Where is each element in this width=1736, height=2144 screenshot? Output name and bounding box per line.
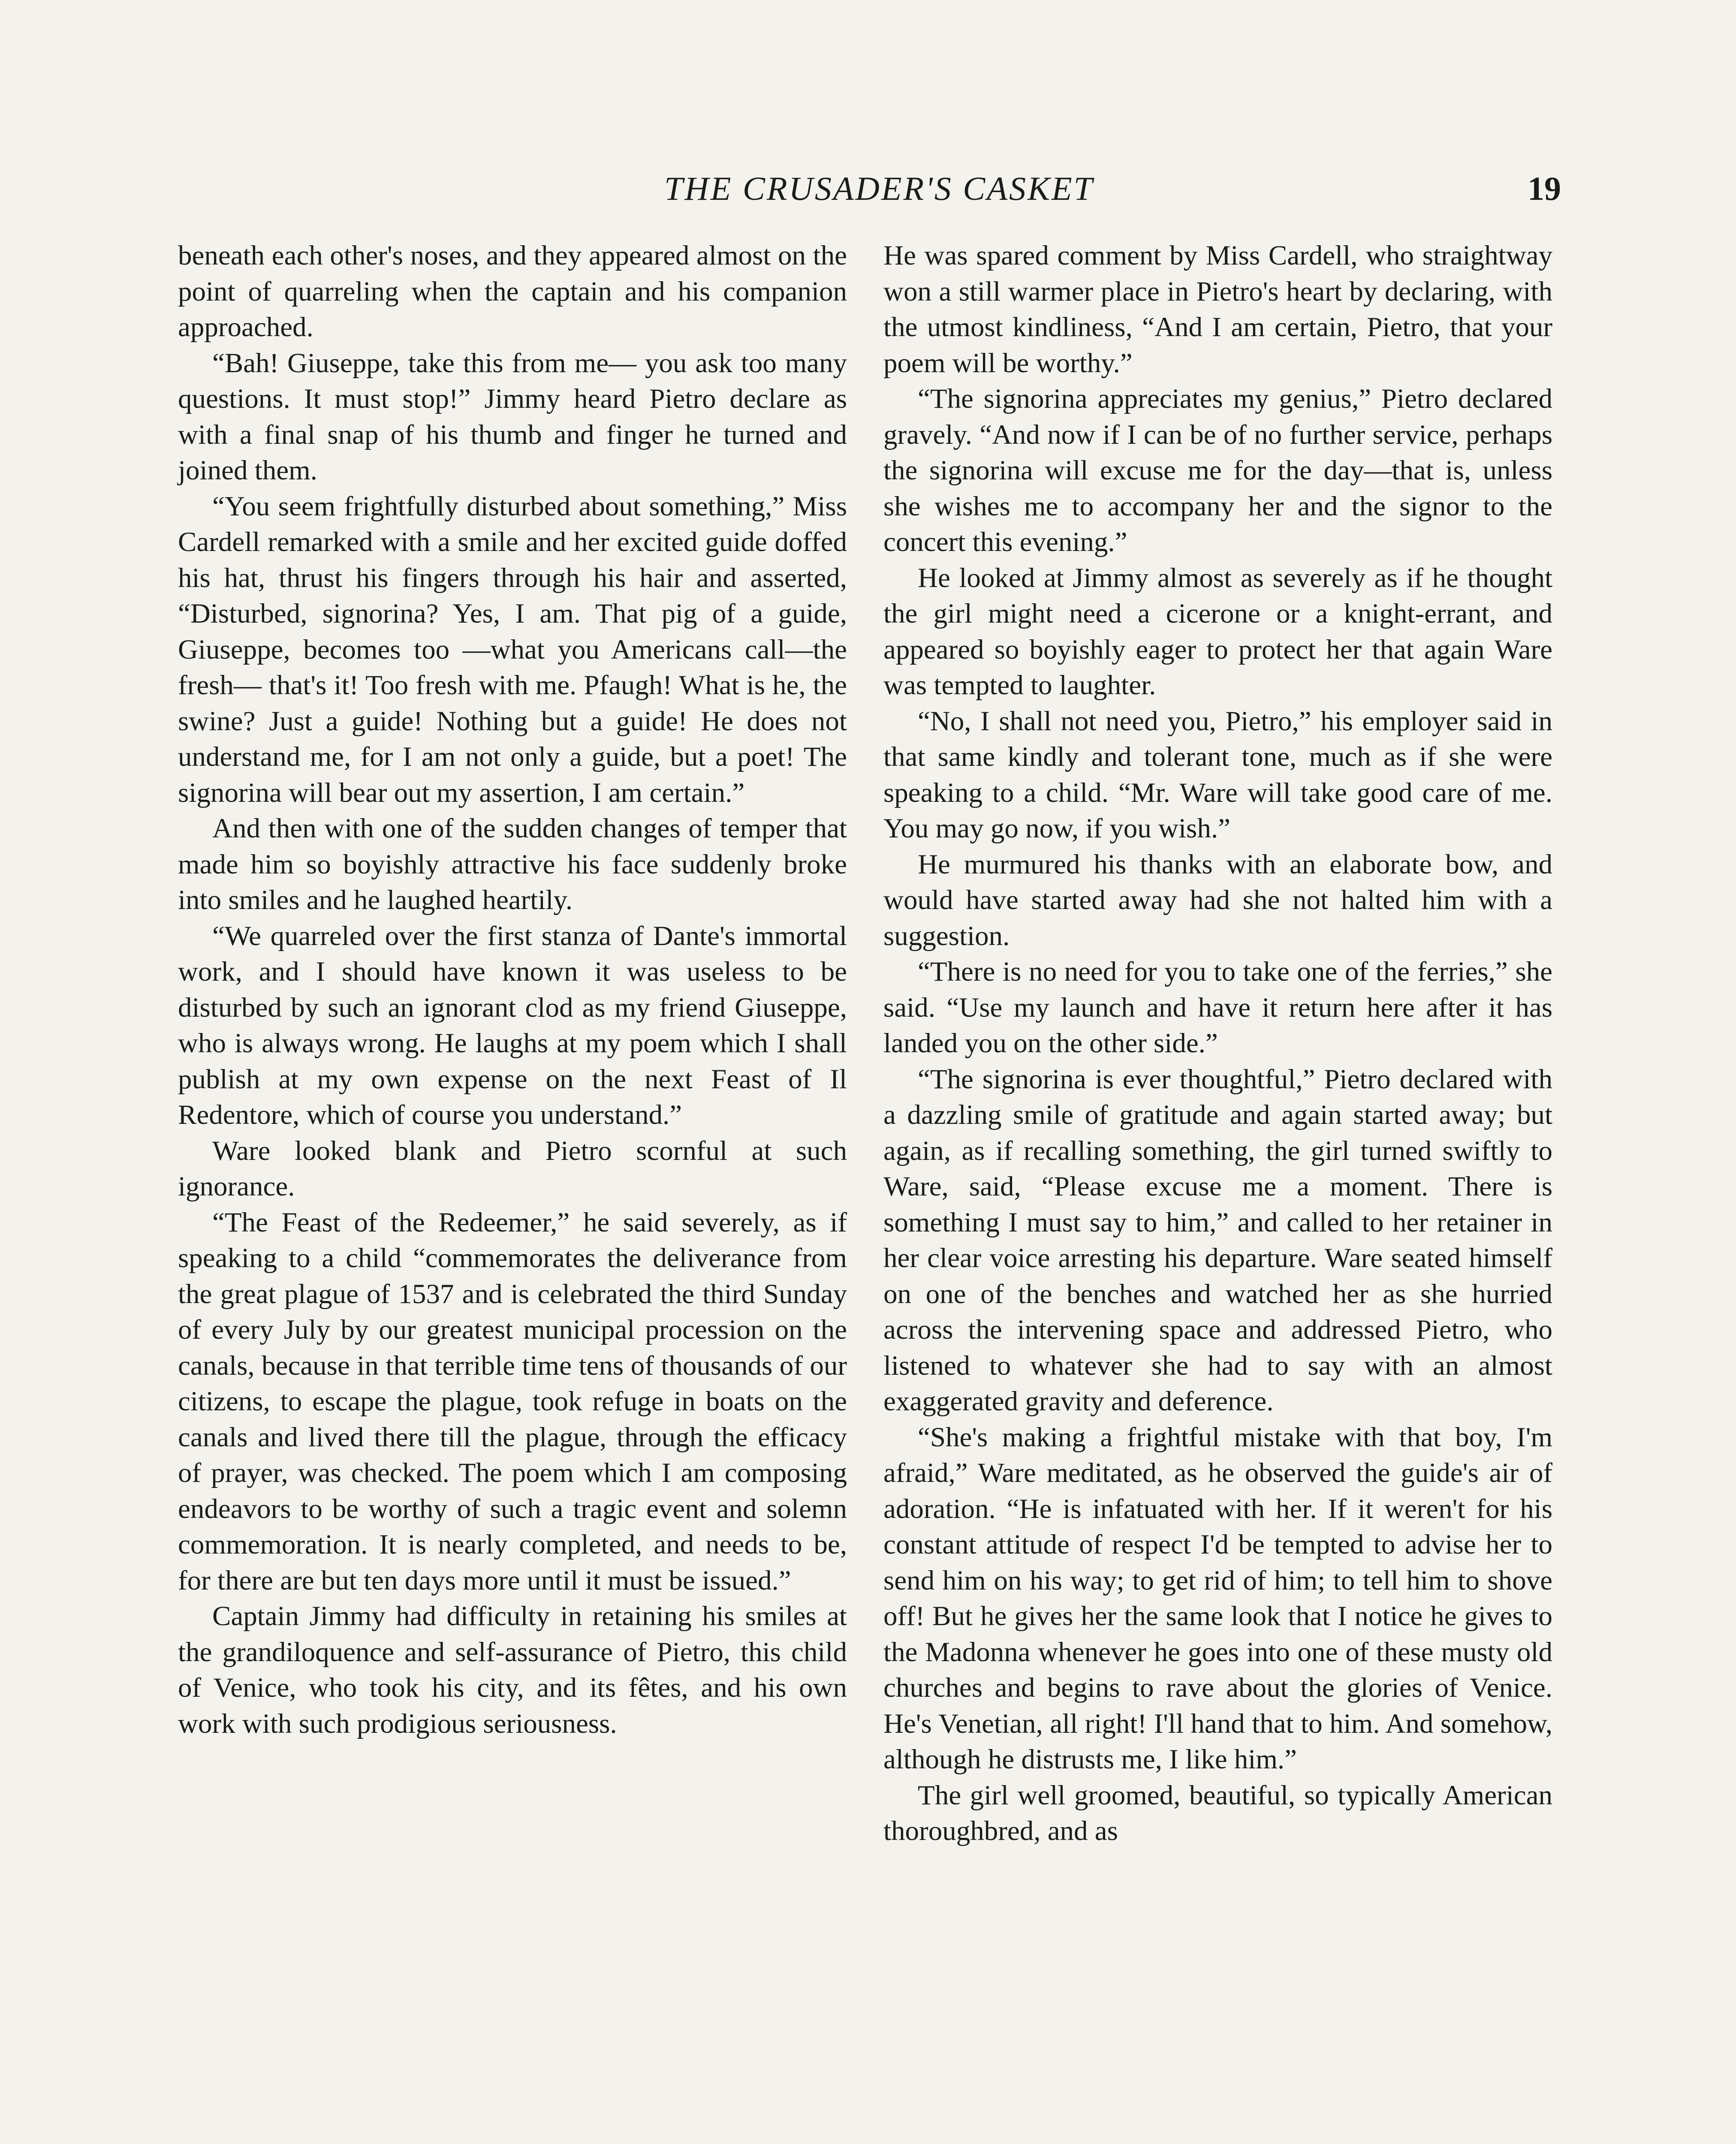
paragraph: He looked at Jimmy almost as severely as if he thought the girl might need a cicerone or a knight-errant, and appeared so boyishly eager to protect her that again Ware was tempted to laughter. (883, 562, 1552, 701)
paragraph: Captain Jimmy had difficulty in retaining his smiles at the grandiloquence and self-assurance of Pietro, this child of Venice, who took his city, and its fêtes, and his own work with such prodigious seriousness. (178, 1601, 847, 1739)
running-title: THE CRUSADER'S CASKET (664, 170, 1094, 207)
paragraph: “The Feast of the Redeemer,” he said severely, as if speaking to a child “commemorates the deliverance from the great plague of 1537 and is celebrated the third Sunday of every July by our greatest municipal procession on the canals, because in that terrible time tens of thousands of our citizens, to escape the plague, took refuge in boats on the canals and lived there till the plague, through the efficacy of prayer, was checked. The poem which I am composing endeavors to be worthy of such a tragic event and solemn commemoration. It is nearly completed, and needs to be, for there are but ten days more until it must be issued.” (178, 1207, 847, 1596)
paragraph: beneath each other's noses, and they appeared almost on the point of quarreling when the captain and his companion approached. (178, 240, 847, 343)
paragraph: He murmured his thanks with an elaborate bow, and would have started away had she not halted him with a suggestion. (883, 849, 1552, 952)
paragraph: “There is no need for you to take one of the ferries,” she said. “Use my launch and have it return here after it has landed you on the other side.” (883, 956, 1552, 1059)
paragraph: “You seem frightfully disturbed about something,” Miss Cardell remarked with a smile and her excited guide doffed his hat, thrust his fingers through his hair and asserted, “Disturbed, signorina? Yes, I am. That pig of a guide, Giuseppe, becomes too —what you Americans call—the fresh— that's it! Too fresh with me. Pfaugh! What is he, the swine? Just a guide! Nothing but a guide! He does not understand me, for I am not only a guide, but a poet! The signorina will bear out my assertion, I am certain.” (178, 491, 847, 808)
paragraph: And then with one of the sudden changes of temper that made him so boyishly attractive his face suddenly broke into smiles and he laughed heartily. (178, 813, 847, 915)
left-column (178, 238, 847, 1742)
paragraph: “The signorina appreciates my genius,” Pietro declared gravely. “And now if I can be of no further service, perhaps the signorina will excuse me for the day—that is, unless she wishes me to accompany her and the signor to the concert this evening.” (883, 383, 1552, 557)
paragraph: Ware looked blank and Pietro scornful at such ignorance. (178, 1135, 847, 1202)
paragraph: “Bah! Giuseppe, take this from me— you ask too many questions. It must stop!” Jimmy heard Pietro declare as with a final snap of his thumb and finger he turned and joined them. (178, 347, 847, 486)
paragraph: “We quarreled over the first stanza of Dante's immortal work, and I should have known it was useless to be disturbed by such an ignorant clod as my friend Giuseppe, who is always wrong. He laughs at my poem which I shall publish at my own expense on the next Feast of Il Redentore, which of course you understand.” (178, 920, 847, 1130)
paragraph: The girl well groomed, beautiful, so typically American thoroughbred, and as (883, 1780, 1552, 1846)
paragraph: “She's making a frightful mistake with that boy, I'm afraid,” Ware meditated, as he observed the guide's air of adoration. “He is infatuated with her. If it weren't for his constant attitude of respect I'd be tempted to advise her to send him on his way; to get rid of him; to tell him to shove off! But he gives her the same look that I notice he gives to the Madonna whenever he goes into one of these musty old churches and begins to rave about the glories of Venice. He's Venetian, all right! I'll hand that to him. And somehow, although he distrusts me, I like him.” (883, 1421, 1552, 1775)
paragraph: He was spared comment by Miss Cardell, who straightway won a still warmer place in Pietro's heart by declaring, with the utmost kindliness, “And I am certain, Pietro, that your poem will be worthy.” (883, 240, 1552, 379)
page-number: 19 (1528, 170, 1561, 207)
paragraph: “The signorina is ever thoughtful,” Pietro declared with a dazzling smile of gratitude and again started away; but again, as if recalling something, the girl turned swiftly to Ware, said, “Please excuse me a moment. There is something I must say to him,” and called to her retainer in her clear voice arresting his departure. Ware seated himself on one of the benches and watched her as she hurried across the intervening space and addressed Pietro, who listened to whatever she had to say with an almost exaggerated gravity and deference. (883, 1063, 1552, 1417)
running-head (0, 163, 1736, 214)
right-column (883, 238, 1552, 1849)
paragraph: “No, I shall not need you, Pietro,” his employer said in that same kindly and tolerant tone, much as if she were speaking to a child. “Mr. Ware will take good care of me. You may go now, if you wish.” (883, 705, 1552, 844)
